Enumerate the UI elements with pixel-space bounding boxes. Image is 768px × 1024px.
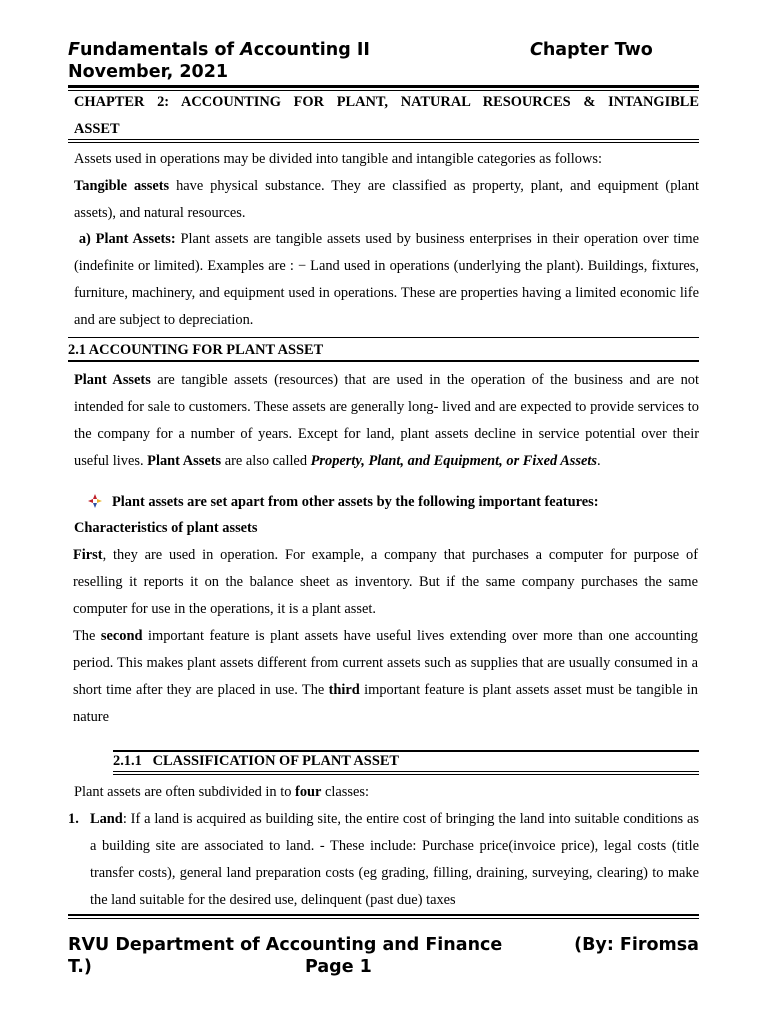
list-number: 1.	[68, 811, 79, 827]
footer-rule-top	[68, 914, 699, 916]
list-item-land	[68, 806, 699, 914]
document-header-chapter: Chapter Two	[530, 40, 653, 60]
features-bullet	[88, 490, 599, 514]
section-2-1-paragraph: Plant Assets are tangible assets (resources) that are used in the operation of the business and are not intended for sale to customers. These assets are generally long- lived and are expected to provide services to the company for a number of years. Except for land, plant assets decline in service potential over their useful lives. Plant Assets are also called Property, Plant, and Equipment, or Fixed Assets.	[74, 372, 699, 469]
intro-paragraph: Assets used in operations may be divided into tangible and intangible categories as follows:	[74, 151, 602, 167]
tangible-assets-label: Tangible assets	[74, 178, 170, 194]
section-2-1-heading: 2.1 ACCOUNTING FOR PLANT ASSET	[68, 342, 324, 358]
section-2-1-rule-bottom	[68, 360, 699, 362]
footer-author-cont: T.)	[68, 957, 92, 977]
footer-rule-bottom	[68, 918, 699, 919]
four-arrow-bullet-icon	[88, 492, 102, 506]
chapter-rule-bottom	[68, 142, 699, 143]
fixed-assets-term: Property, Plant, and Equipment, or Fixed Assets	[310, 453, 597, 469]
document-header-date: November, 2021	[68, 62, 229, 82]
first-feature-paragraph: First, they are used in operation. For example, a company that purchases a computer for purpose of reselling it reports it on the balance sheet as inventory. But if the same company purchases the same computer for use in the operations, it is a plant asset.	[73, 547, 698, 617]
list-item-land-text: Land: If a land is acquired as building site, the entire cost of bringing the land into suitable conditions as a building site are associated to land. - These include: Purchase price(invoice price), legal costs (title transfer costs), general land preparation costs (eg grading, filling, draining, surveying, clearing) to make the land suitable for the desired use, delinquent (past due) taxes	[90, 811, 699, 908]
plant-assets-label: a) Plant Assets:	[78, 231, 176, 247]
footer-line2	[68, 956, 699, 978]
chapter-heading-line2: ASSET	[74, 121, 120, 137]
tangible-assets-paragraph: Tangible assets have physical substance. They are classified as property, plant, and equipment (plant assets), and natural resources.	[74, 178, 700, 221]
characteristics-heading: Characteristics of plant assets	[74, 520, 258, 536]
document-header-title: Fundamentals of Accounting II	[68, 40, 370, 60]
classes-intro: Plant assets are often subdivided in to four classes:	[74, 784, 369, 800]
section-2-1-1-rule-mid	[113, 771, 699, 772]
chapter-heading-line1: CHAPTER 2: ACCOUNTING FOR PLANT, NATURAL RESOURCES & INTANGIBLE	[74, 94, 699, 110]
footer-author: (By: Firomsa	[574, 935, 699, 955]
page-number: Page 1	[305, 957, 372, 977]
section-2-1-1-heading: 2.1.1 CLASSIFICATION OF PLANT ASSET	[113, 753, 400, 769]
section-2-1-rule-top	[68, 337, 699, 338]
chapter-rule-top	[68, 139, 699, 140]
second-third-feature-paragraph: The second important feature is plant assets have useful lives extending over more than one accounting period. This makes plant assets different from current assets such as supplies that are usually consumed in a short time after they are placed in use. The third important feature is plant assets asset must be tangible in nature	[73, 628, 698, 725]
chapter-heading	[74, 89, 699, 143]
features-bullet-text: Plant assets are set apart from other assets by the following important features:	[112, 494, 599, 510]
plant-assets-paragraph: a) Plant Assets: Plant assets are tangible assets used by business enterprises in their operation over time (indefinite or limited). Examples are : − Land used in operations (underlying the plant). Buildings, fixtures, furniture, machinery, and equipment used in operations. These are properties having a limited economic life and are subject to depreciation.	[74, 231, 699, 328]
header-rule-thick	[68, 85, 699, 88]
footer-department: RVU Department of Accounting and Finance (By: Firomsa	[68, 935, 699, 955]
section-2-1-1-rule-bottom	[113, 774, 699, 775]
